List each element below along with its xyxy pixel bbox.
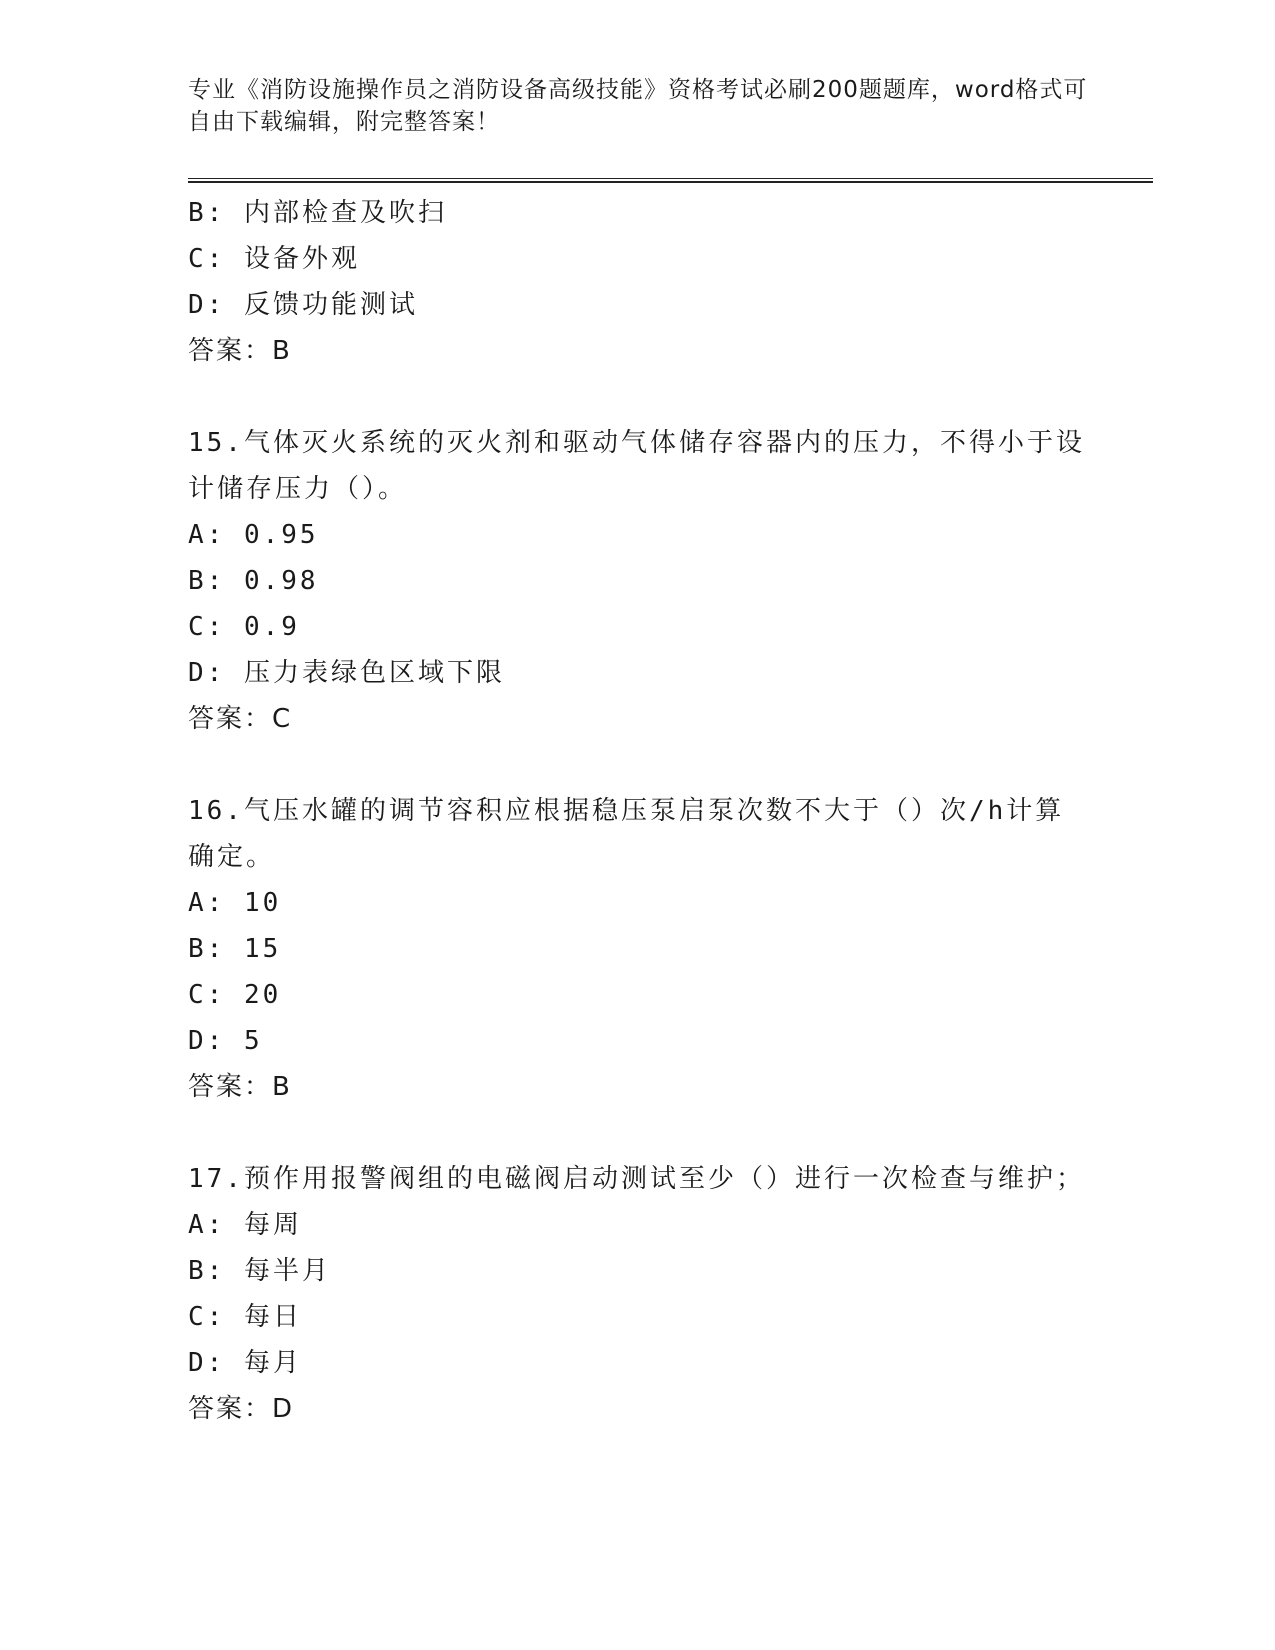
option-a: A: 0.95 [188, 520, 319, 550]
question-text: 17.预作用报警阀组的电磁阀启动测试至少（）进行一次检查与维护； [188, 1164, 1085, 1194]
question-block-14 [188, 190, 1108, 374]
answer-line: 答案：C [188, 704, 293, 734]
option-a: A: 每周 [188, 1210, 302, 1240]
answer-line: 答案：B [188, 1072, 292, 1102]
document-header: 专业《消防设施操作员之消防设备高级技能》资格考试必刷200题题库，word格式可自由下载编辑，附完整答案！ [188, 77, 1088, 135]
question-block-17 [188, 1156, 1108, 1432]
question-text: 16.气压水罐的调节容积应根据稳压泵启泵次数不大于（）次/h计算确定。 [188, 796, 1065, 872]
option-b: B: 0.98 [188, 566, 319, 596]
answer-line: 答案：B [188, 336, 292, 366]
spacer [188, 1110, 1108, 1156]
option-d: D: 反馈功能测试 [188, 290, 418, 320]
option-d: D: 压力表绿色区域下限 [188, 658, 505, 688]
option-c: C: 每日 [188, 1302, 302, 1332]
option-c: C: 20 [188, 980, 282, 1010]
option-a: A: 10 [188, 888, 282, 918]
answer-line: 答案：D [188, 1394, 295, 1424]
option-d: D: 5 [188, 1026, 263, 1056]
question-text: 15.气体灭火系统的灭火剂和驱动气体储存容器内的压力，不得小于设计储存压力（）。 [188, 428, 1085, 504]
option-b: B: 内部检查及吹扫 [188, 198, 447, 228]
question-list [188, 190, 1108, 1432]
option-b: B: 15 [188, 934, 282, 964]
option-d: D: 每月 [188, 1348, 302, 1378]
question-block-15 [188, 420, 1108, 742]
option-c: C: 设备外观 [188, 244, 360, 274]
spacer [188, 374, 1108, 420]
spacer [188, 742, 1108, 788]
header-divider [188, 178, 1153, 183]
question-block-16 [188, 788, 1108, 1110]
option-c: C: 0.9 [188, 612, 300, 642]
option-b: B: 每半月 [188, 1256, 331, 1286]
